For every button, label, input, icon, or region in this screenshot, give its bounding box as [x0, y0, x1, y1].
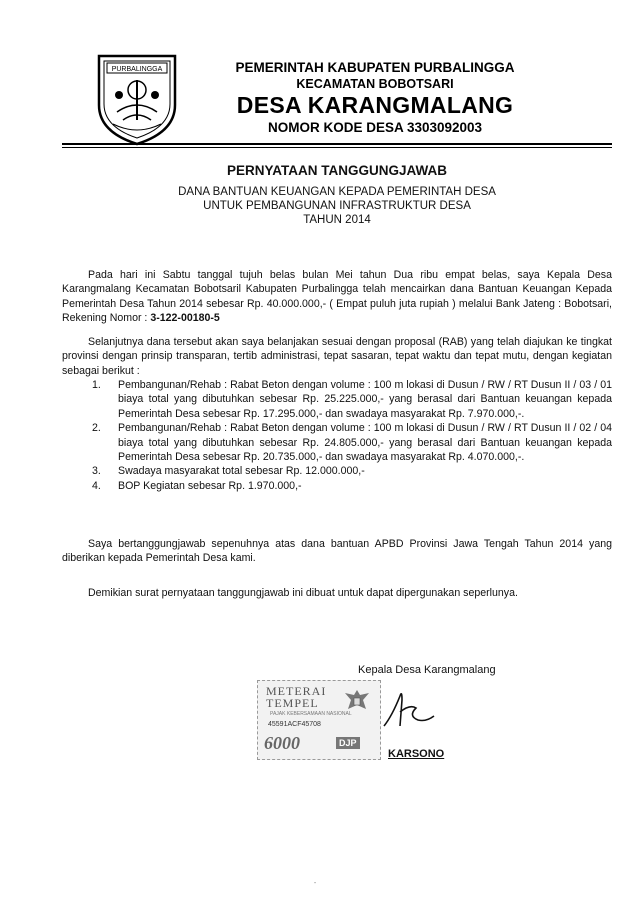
stamp-label: [266, 685, 326, 709]
stamp-small-text: PAJAK KEBERSAMAAN NASIONAL: [270, 711, 352, 717]
letterhead-rule-thick: [62, 143, 612, 145]
paragraph-disbursement-text: Pada hari ini Sabtu tanggal tujuh belas bulan Mei tahun Dua ribu empat belas, saya Kepala Desa Karangmalang Kecamatan Bobotsaril Kabupaten Purbalingga telah mencairkan dana Bantuan Keuangan Kepada Pemerintah Desa Tahun 2014 sebesar Rp. 40.000.000,- ( Empat puluh juta rupiah ) melalui Bank Jateng : Bobotsari, Rekening Nomor :: [62, 269, 612, 325]
stamp-line-2: TEMPEL: [266, 696, 319, 710]
list-item-number: 1.: [92, 379, 101, 391]
stamp-line-1: METERAI: [266, 684, 327, 698]
list-item: [92, 421, 612, 464]
list-item: [92, 378, 612, 421]
letterhead-rule-thin: [62, 147, 612, 148]
list-item-text: Pembangunan/Rehab : Rabat Beton dengan volume : 100 m lokasi di Dusun / RW / RT Dusun II / 02 / 04 biaya total yang dibutuhkan sebesar Rp. 24.805.000,- yang berasal dari Bantuan keuangan kepada Pemerintah Desa sebesar Rp. 20.735.000,- dan swadaya masyarakat Rp. 4.070.000,-.: [118, 422, 612, 464]
document-title: PERNYATAAN TANGGUNGJAWAB: [226, 163, 447, 178]
paragraph-spending-text: Selanjutnya dana tersebut akan saya belanjakan sesuai dengan proposal (RAB) yang telah diajukan ke tingkat provinsi dengan prinsip transparan, tertib administrasi, tepat sasaran, tepat waktu dan tepat mutu, dengan kegiatan sebagai berikut :: [62, 336, 612, 377]
document-subtitle-1: DANA BANTUAN KEUANGAN KEPADA PEMERINTAH DESA: [178, 186, 496, 198]
document-subtitle-2: UNTUK PEMBANGUNAN INFRASTRUKTUR DESA: [203, 200, 471, 212]
activity-list: [92, 378, 612, 493]
stamp-serial: 45591ACF45708: [268, 721, 321, 728]
paragraph-closing-text: Demikian surat pernyataan tanggungjawab ini dibuat untuk dapat dipergunakan seperlunya.: [88, 587, 518, 599]
paragraph-responsibility: [62, 537, 612, 566]
garuda-icon: [342, 687, 372, 717]
list-item: [92, 479, 612, 493]
list-item-number: 2.: [92, 422, 101, 435]
letterhead-village: DESA KARANGMALANG: [236, 92, 514, 118]
list-item: [92, 464, 612, 478]
letterhead-district: KECAMATAN BOBOTSARI: [296, 77, 454, 91]
letterhead-regency: PEMERINTAH KABUPATEN PURBALINGGA: [235, 60, 515, 75]
paragraph-disbursement: [62, 268, 612, 326]
stamp-djp-mark: DJP: [336, 737, 360, 749]
signer-name: KARSONO: [388, 748, 445, 760]
stamp-value: 6000: [264, 733, 300, 753]
logo-text: PURBALINGGA: [111, 66, 163, 73]
account-number: 3-122-00180-5: [150, 312, 220, 325]
paragraph-spending: [62, 335, 612, 378]
document-subtitle-3: TAHUN 2014: [303, 214, 371, 226]
paragraph-closing: [62, 586, 612, 600]
list-item-number: 4.: [92, 479, 101, 492]
list-item-number: 3.: [92, 465, 101, 478]
handwritten-signature: [378, 686, 438, 734]
list-item-text: Pembangunan/Rehab : Rabat Beton dengan volume : 100 m lokasi di Dusun / RW / RT Dusun II / 03 / 01 biaya total yang dibutuhkan sebesar Rp. 25.225.000,- yang berasal dari Bantuan keuangan kepada Pemerintah Desa sebesar Rp. 17.295.000,- dan swadaya masyarakat Rp. 7.970.000,-.: [118, 379, 612, 420]
signer-title: Kepala Desa Karangmalang: [358, 664, 496, 676]
paragraph-responsibility-text: Saya bertanggungjawab sepenuhnya atas dana bantuan APBD Provinsi Jawa Tengah Tahun 2014 yang diberikan kepada Pemerintah Desa kami.: [62, 538, 612, 565]
revenue-stamp: [257, 680, 381, 760]
page-mark: -: [313, 880, 317, 887]
list-item-text: Swadaya masyarakat total sebesar Rp. 12.000.000,-: [118, 465, 365, 478]
letterhead-village-code: NOMOR KODE DESA 3303092003: [267, 120, 483, 135]
list-item-text: BOP Kegiatan sebesar Rp. 1.970.000,-: [118, 479, 302, 492]
